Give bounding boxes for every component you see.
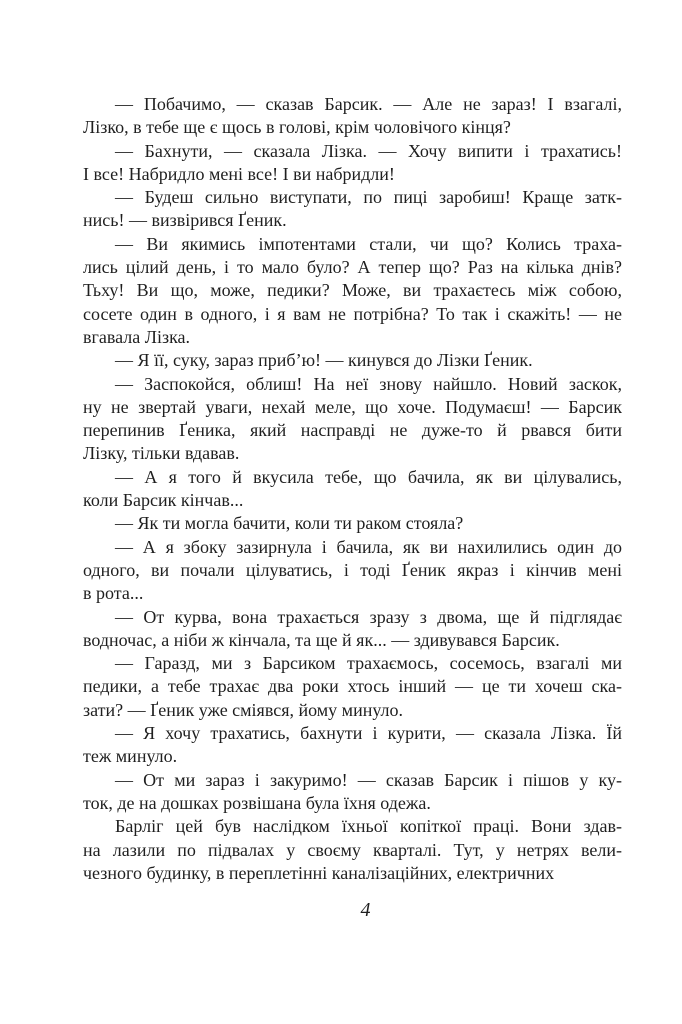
text-line: на лазили по підвалах у своєму кварталі. Тут, у нетрях вели- bbox=[83, 839, 622, 860]
text-line: Барліг цей був наслідком їхньої копіткої праці. Вони здав- bbox=[115, 816, 622, 837]
text-line: Тьху! Ви що, може, педики? Може, ви трахаєтесь між собою, bbox=[83, 280, 622, 301]
paragraph bbox=[83, 536, 622, 606]
text-line: ну не звертай уваги, нехай меле, що хоче. Подумаєш! — Барсик bbox=[83, 396, 622, 417]
text-line: — А я збоку зазирнула і бачила, як ви нахилились один до bbox=[115, 536, 622, 557]
text-line: чезного будинку, в переплетінні каналізаційних, електричних bbox=[83, 862, 555, 883]
text-line: в рота... bbox=[83, 583, 144, 604]
text-line: — Будеш сильно виступати, по пиці заробиш! Краще затк- bbox=[115, 187, 622, 208]
text-line: перепинив Ґеника, який насправді не дуже-то й рвався бити bbox=[83, 420, 622, 441]
text-line: ток, де на дошках розвішана була їхня одежа. bbox=[83, 792, 431, 813]
text-line: — Ви якимись імпотентами стали, чи що? Колись траха- bbox=[115, 233, 622, 254]
paragraph bbox=[83, 466, 622, 513]
text-line: Лізко, в тебе ще є щось в голові, крім чоловічого кінця? bbox=[83, 117, 511, 138]
text-line: — Гаразд, ми з Барсиком трахаємось, сосемось, взагалі ми bbox=[115, 653, 622, 674]
paragraph bbox=[83, 652, 622, 722]
text-line: коли Барсик кінчав... bbox=[83, 490, 244, 511]
text-line: — От ми зараз і закуримо! — сказав Барсик і пішов у ку- bbox=[115, 769, 622, 790]
text-line: нись! — визвірився Ґеник. bbox=[83, 210, 287, 231]
text-line: теж минуло. bbox=[83, 746, 178, 767]
paragraph bbox=[83, 606, 622, 653]
paragraph bbox=[83, 815, 622, 885]
paragraph bbox=[83, 349, 622, 372]
text-line: зати? — Ґеник уже сміявся, йому минуло. bbox=[83, 699, 404, 720]
paragraph bbox=[83, 512, 622, 535]
paragraph bbox=[83, 722, 622, 769]
text-line: — От курва, вона трахається зразу з двома, ще й підглядає bbox=[115, 606, 622, 627]
text-line: І все! Набридло мені все! І ви набридли! bbox=[83, 163, 395, 184]
text-line: сосете один в одного, і я вам не потрібна? То так і скажіть! — не bbox=[83, 303, 622, 324]
paragraph bbox=[83, 373, 622, 466]
paragraph bbox=[83, 93, 622, 140]
text-line: вгавала Лізка. bbox=[83, 326, 191, 347]
paragraph bbox=[83, 233, 622, 349]
text-line: — А я того й вкусила тебе, що бачила, як ви цілувались, bbox=[115, 466, 622, 487]
text-line: одного, ви почали цілуватись, і тоді Ґеник якраз і кінчив мені bbox=[83, 559, 622, 580]
page-number: 4 bbox=[360, 899, 371, 921]
paragraph bbox=[83, 769, 622, 816]
text-line: водночас, а ніби ж кінчала, та ще й як... — здивувався Барсик. bbox=[83, 629, 560, 650]
paragraph bbox=[83, 186, 622, 233]
text-line: — Побачимо, — сказав Барсик. — Але не зараз! І взагалі, bbox=[115, 94, 622, 114]
paragraph bbox=[83, 140, 622, 187]
text-line: — Як ти могла бачити, коли ти раком стояла? bbox=[115, 513, 464, 534]
text-line: лись цілий день, і то мало було? А тепер що? Раз на кілька днів? bbox=[83, 257, 622, 278]
text-line: педики, а тебе трахає два роки хтось інший — це ти хочеш ска- bbox=[83, 676, 622, 697]
text-line: — Я хочу трахатись, бахнути і курити, — сказала Лізка. Їй bbox=[115, 723, 622, 744]
page-text bbox=[83, 93, 622, 885]
text-line: — Заспокойся, облиш! На неї знову найшло. Новий заскок, bbox=[115, 373, 622, 394]
text-line: — Бахнути, — сказала Лізка. — Хочу випити і трахатись! bbox=[115, 140, 622, 161]
text-line: Лізку, тільки вдавав. bbox=[83, 443, 240, 464]
text-line: — Я її, суку, зараз приб’ю! — кинувся до Лізки Ґеник. bbox=[115, 350, 533, 371]
